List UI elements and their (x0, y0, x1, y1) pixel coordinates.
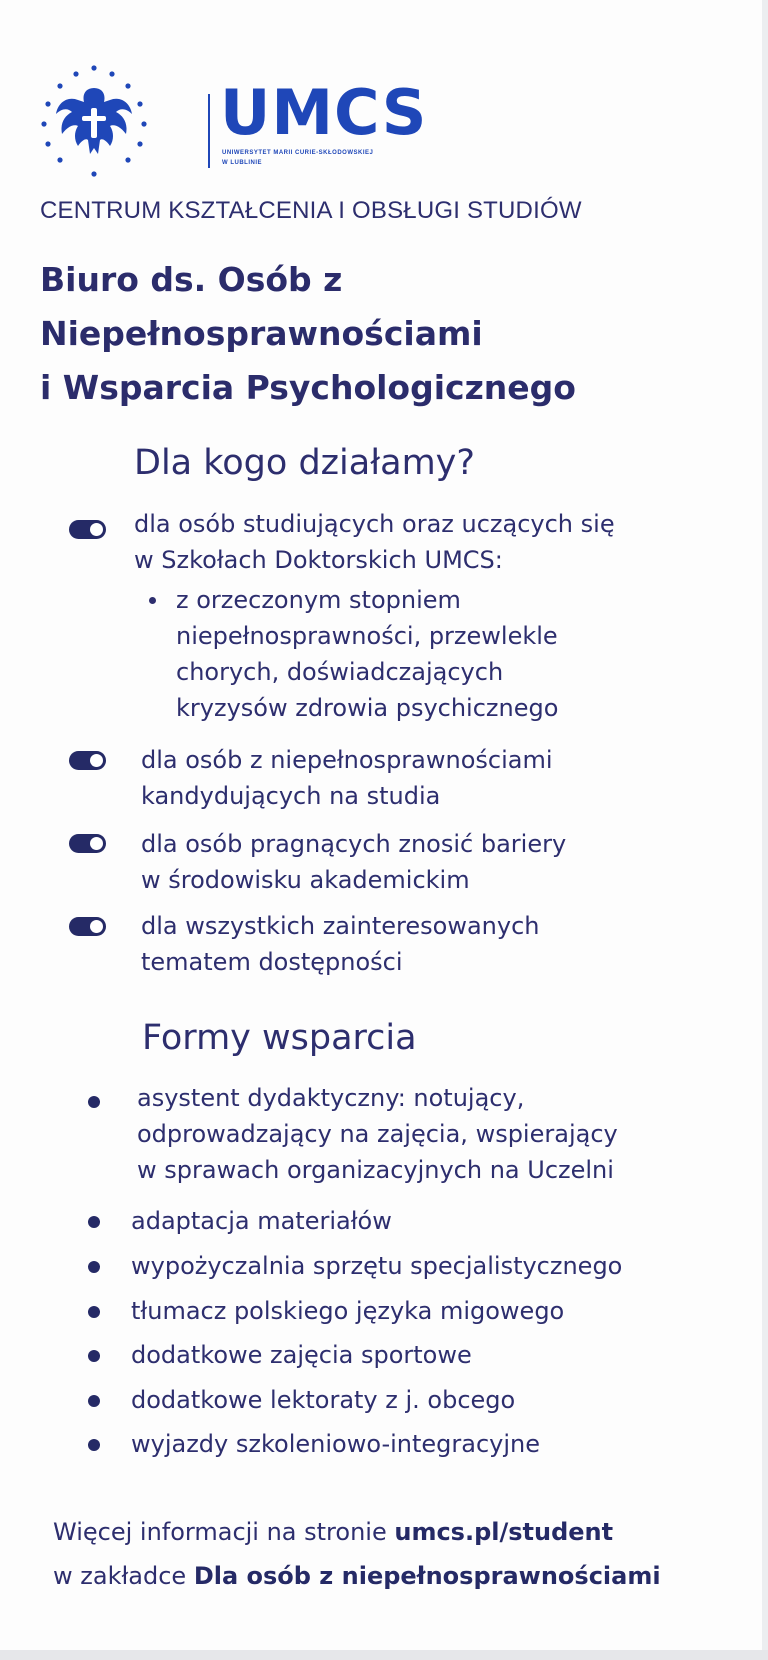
list-item (141, 826, 566, 898)
footer-line (53, 1518, 613, 1546)
toggle-icon (69, 834, 106, 853)
sub-bullet-icon (149, 597, 156, 604)
footer-line (53, 1562, 661, 1590)
list-item-text: wyjazdy szkoleniowo-integracyjne (131, 1430, 541, 1458)
footer-text: w zakładce (53, 1562, 194, 1590)
list-item-text: w Szkołach Doktorskich UMCS: (134, 546, 503, 574)
list-item (131, 1382, 515, 1418)
forms-heading: Formy wsparcia (142, 1018, 417, 1058)
website-link[interactable]: umcs.pl/student (394, 1518, 614, 1546)
scan-edge (0, 1650, 768, 1660)
toggle-icon (69, 751, 106, 770)
office-title-line: Niepełnosprawnościami (40, 314, 483, 353)
list-item-text: dodatkowe lektoraty z j. obcego (131, 1386, 516, 1414)
umcs-logo (38, 62, 428, 182)
eagle-crest-icon (38, 62, 168, 182)
toggle-icon (69, 917, 106, 936)
list-item-text: dla osób z niepełnosprawnościami (141, 746, 553, 774)
list-item (131, 1248, 622, 1284)
sub-list-item-text: chorych, doświadczających (176, 658, 504, 686)
sub-list-item-text: z orzeczonym stopniem (176, 586, 461, 614)
bullet-icon (88, 1395, 100, 1407)
bullet-icon (88, 1216, 100, 1228)
list-item-text: adaptacja materiałów (131, 1207, 392, 1235)
logo-university-name: UNIWERSYTET MARII CURIE-SKŁODOWSKIEJ (222, 150, 374, 156)
list-item-text: dla osób studiujących oraz uczących się (134, 510, 615, 538)
list-item-text: dla osób pragnących znosić bariery (141, 830, 567, 858)
list-item-text: dla wszystkich zainteresowanych (141, 912, 540, 940)
footer-text: Więcej informacji na stronie (53, 1518, 395, 1546)
list-item-text: odprowadzający na zajęcia, wspierający (137, 1120, 618, 1148)
list-item-text: w sprawach organizacyjnych na Uczelni (137, 1156, 614, 1184)
bullet-icon (88, 1096, 100, 1108)
list-item (137, 1080, 618, 1188)
list-item (141, 742, 553, 814)
office-title (40, 253, 720, 415)
logo-city: W LUBLINIE (222, 160, 262, 166)
scan-edge (762, 0, 768, 1660)
bullet-icon (88, 1306, 100, 1318)
logo-wordmark: UMCS (220, 76, 428, 149)
list-item-text: kandydujących na studia (141, 782, 441, 810)
list-item-text: dodatkowe zajęcia sportowe (131, 1341, 472, 1369)
who-heading: Dla kogo działamy? (134, 443, 475, 483)
list-item (131, 1203, 392, 1239)
list-item (141, 908, 540, 980)
sub-list-item-text: niepełnosprawności, przewlekle (176, 622, 558, 650)
bullet-icon (88, 1439, 100, 1451)
office-title-line: Biuro ds. Osób z (40, 260, 343, 299)
list-item (134, 506, 615, 578)
sub-list-item-text: kryzysów zdrowia psychicznego (176, 694, 559, 722)
center-name: CENTRUM KSZTAŁCENIA I OBSŁUGI STUDIÓW (40, 197, 582, 224)
list-item-text: w środowisku akademickim (141, 866, 470, 894)
list-item-text: tłumacz polskiego języka migowego (131, 1297, 565, 1325)
tab-name: Dla osób z niepełnosprawnościami (193, 1562, 661, 1590)
list-item (131, 1293, 564, 1329)
bullet-icon (88, 1350, 100, 1362)
bullet-icon (88, 1261, 100, 1273)
list-item-text: asystent dydaktyczny: notujący, (137, 1084, 525, 1112)
office-title-line: i Wsparcia Psychologicznego (40, 368, 576, 407)
toggle-icon (69, 520, 106, 539)
list-item-text: tematem dostępności (141, 948, 403, 976)
list-item-text: wypożyczalnia sprzętu specjalistycznego (131, 1252, 623, 1280)
logo-divider (208, 94, 210, 168)
sub-list-item (176, 582, 558, 726)
list-item (131, 1426, 540, 1462)
list-item (131, 1337, 472, 1373)
